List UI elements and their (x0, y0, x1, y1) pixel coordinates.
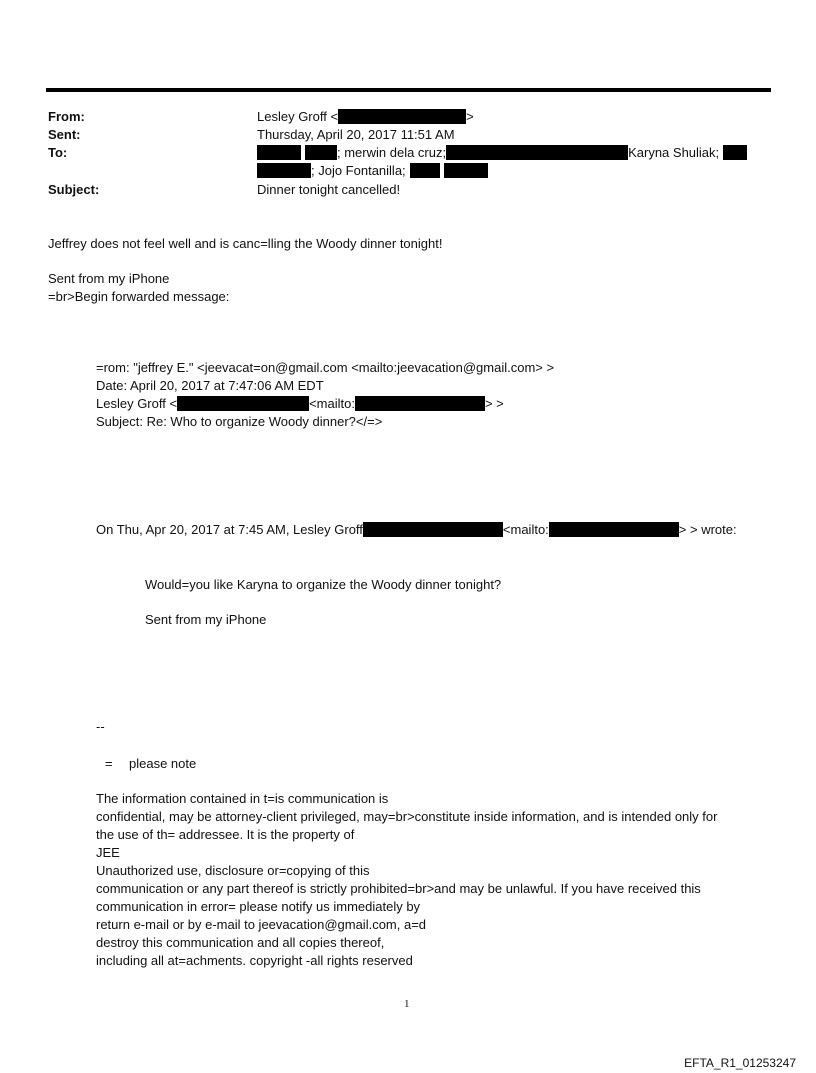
to-recipient-2: Karyna Shuliak; (628, 145, 720, 160)
quote-intro (96, 521, 737, 538)
quote-intro-end: > > wrote: (678, 522, 737, 537)
to-recipient-3: ; Jojo Fontanilla; (311, 163, 406, 178)
redaction (257, 163, 311, 178)
from-value (257, 108, 474, 125)
from-name: Lesley Groff < (257, 109, 339, 124)
subject-label: Subject: (48, 182, 100, 197)
from-label: From: (48, 109, 85, 124)
redaction (338, 109, 466, 124)
fwd-to-mailto: <mailto: (309, 396, 355, 411)
disclaimer-line: Unauthorized use, disclosure or=copying of this (96, 863, 370, 878)
from-close: > (466, 109, 474, 124)
redaction (446, 145, 628, 160)
to-value-line1 (257, 144, 747, 161)
body-line-1: Jeffrey does not feel well and is canc=lling the Woody dinner tonight! (48, 236, 443, 251)
disclaimer-line: communication or any part thereof is strictly prohibited=br>and may be unlawful. If you have received this (96, 881, 701, 896)
fwd-from-line: =rom: "jeffrey E." <jeevacat=on@gmail.com <mailto:jeevacation@gmail.com> > (96, 360, 555, 375)
to-value-line2 (257, 162, 488, 179)
disclaimer-line: return e-mail or by e-mail to jeevacation@gmail.com, a=d (96, 917, 427, 932)
redaction (355, 396, 485, 411)
fwd-to-close: > > (484, 396, 504, 411)
redaction (305, 145, 337, 160)
header-rule (46, 88, 771, 92)
fwd-subject-line: Subject: Re: Who to organize Woody dinner?</=> (96, 414, 383, 429)
disclaimer-line: JEE (96, 845, 120, 860)
disclaimer-line: the use of th= addressee. It is the property of (96, 827, 355, 842)
redaction (444, 163, 488, 178)
subject-value: Dinner tonight cancelled! (257, 182, 401, 197)
quote-line-1: Would=you like Karyna to organize the Woody dinner tonight? (145, 577, 502, 592)
redaction (723, 145, 747, 160)
fwd-to-name: Lesley Groff < (96, 396, 178, 411)
note-text: please note (129, 756, 197, 771)
disclaimer-line: communication in error= please notify us immediately by (96, 899, 421, 914)
redaction (363, 522, 503, 537)
to-label: To: (48, 145, 68, 160)
body-signature: Sent from my iPhone (48, 271, 170, 286)
fwd-date-line: Date: April 20, 2017 at 7:47:06 AM EDT (96, 378, 324, 393)
disclaimer-line: destroy this communication and all copies thereof, (96, 935, 385, 950)
to-recipient-1: ; merwin dela cruz; (337, 145, 447, 160)
document-id: EFTA_R1_01253247 (684, 1056, 796, 1070)
quote-signature: Sent from my iPhone (145, 612, 267, 627)
body-forward-intro: =br>Begin forwarded message: (48, 289, 230, 304)
sent-label: Sent: (48, 127, 81, 142)
disclaimer-line: including all at=achments. copyright -all rights reserved (96, 953, 413, 968)
redaction (549, 522, 679, 537)
page-number: 1 (404, 998, 410, 1010)
fwd-to-line (96, 395, 504, 412)
signature-dashes: -- (96, 719, 105, 734)
redaction (257, 145, 301, 160)
sent-value: Thursday, April 20, 2017 11:51 AM (257, 127, 455, 142)
quote-intro-mailto: <mailto: (502, 522, 549, 537)
redaction (410, 163, 440, 178)
quote-intro-text: On Thu, Apr 20, 2017 at 7:45 AM, Lesley Groff (96, 522, 363, 537)
note-equals: = (105, 756, 113, 771)
disclaimer-line: The information contained in t=is communication is (96, 791, 389, 806)
disclaimer-line: confidential, may be attorney-client privileged, may=br>constitute inside information, and is intended only for (96, 809, 718, 824)
redaction (177, 396, 309, 411)
